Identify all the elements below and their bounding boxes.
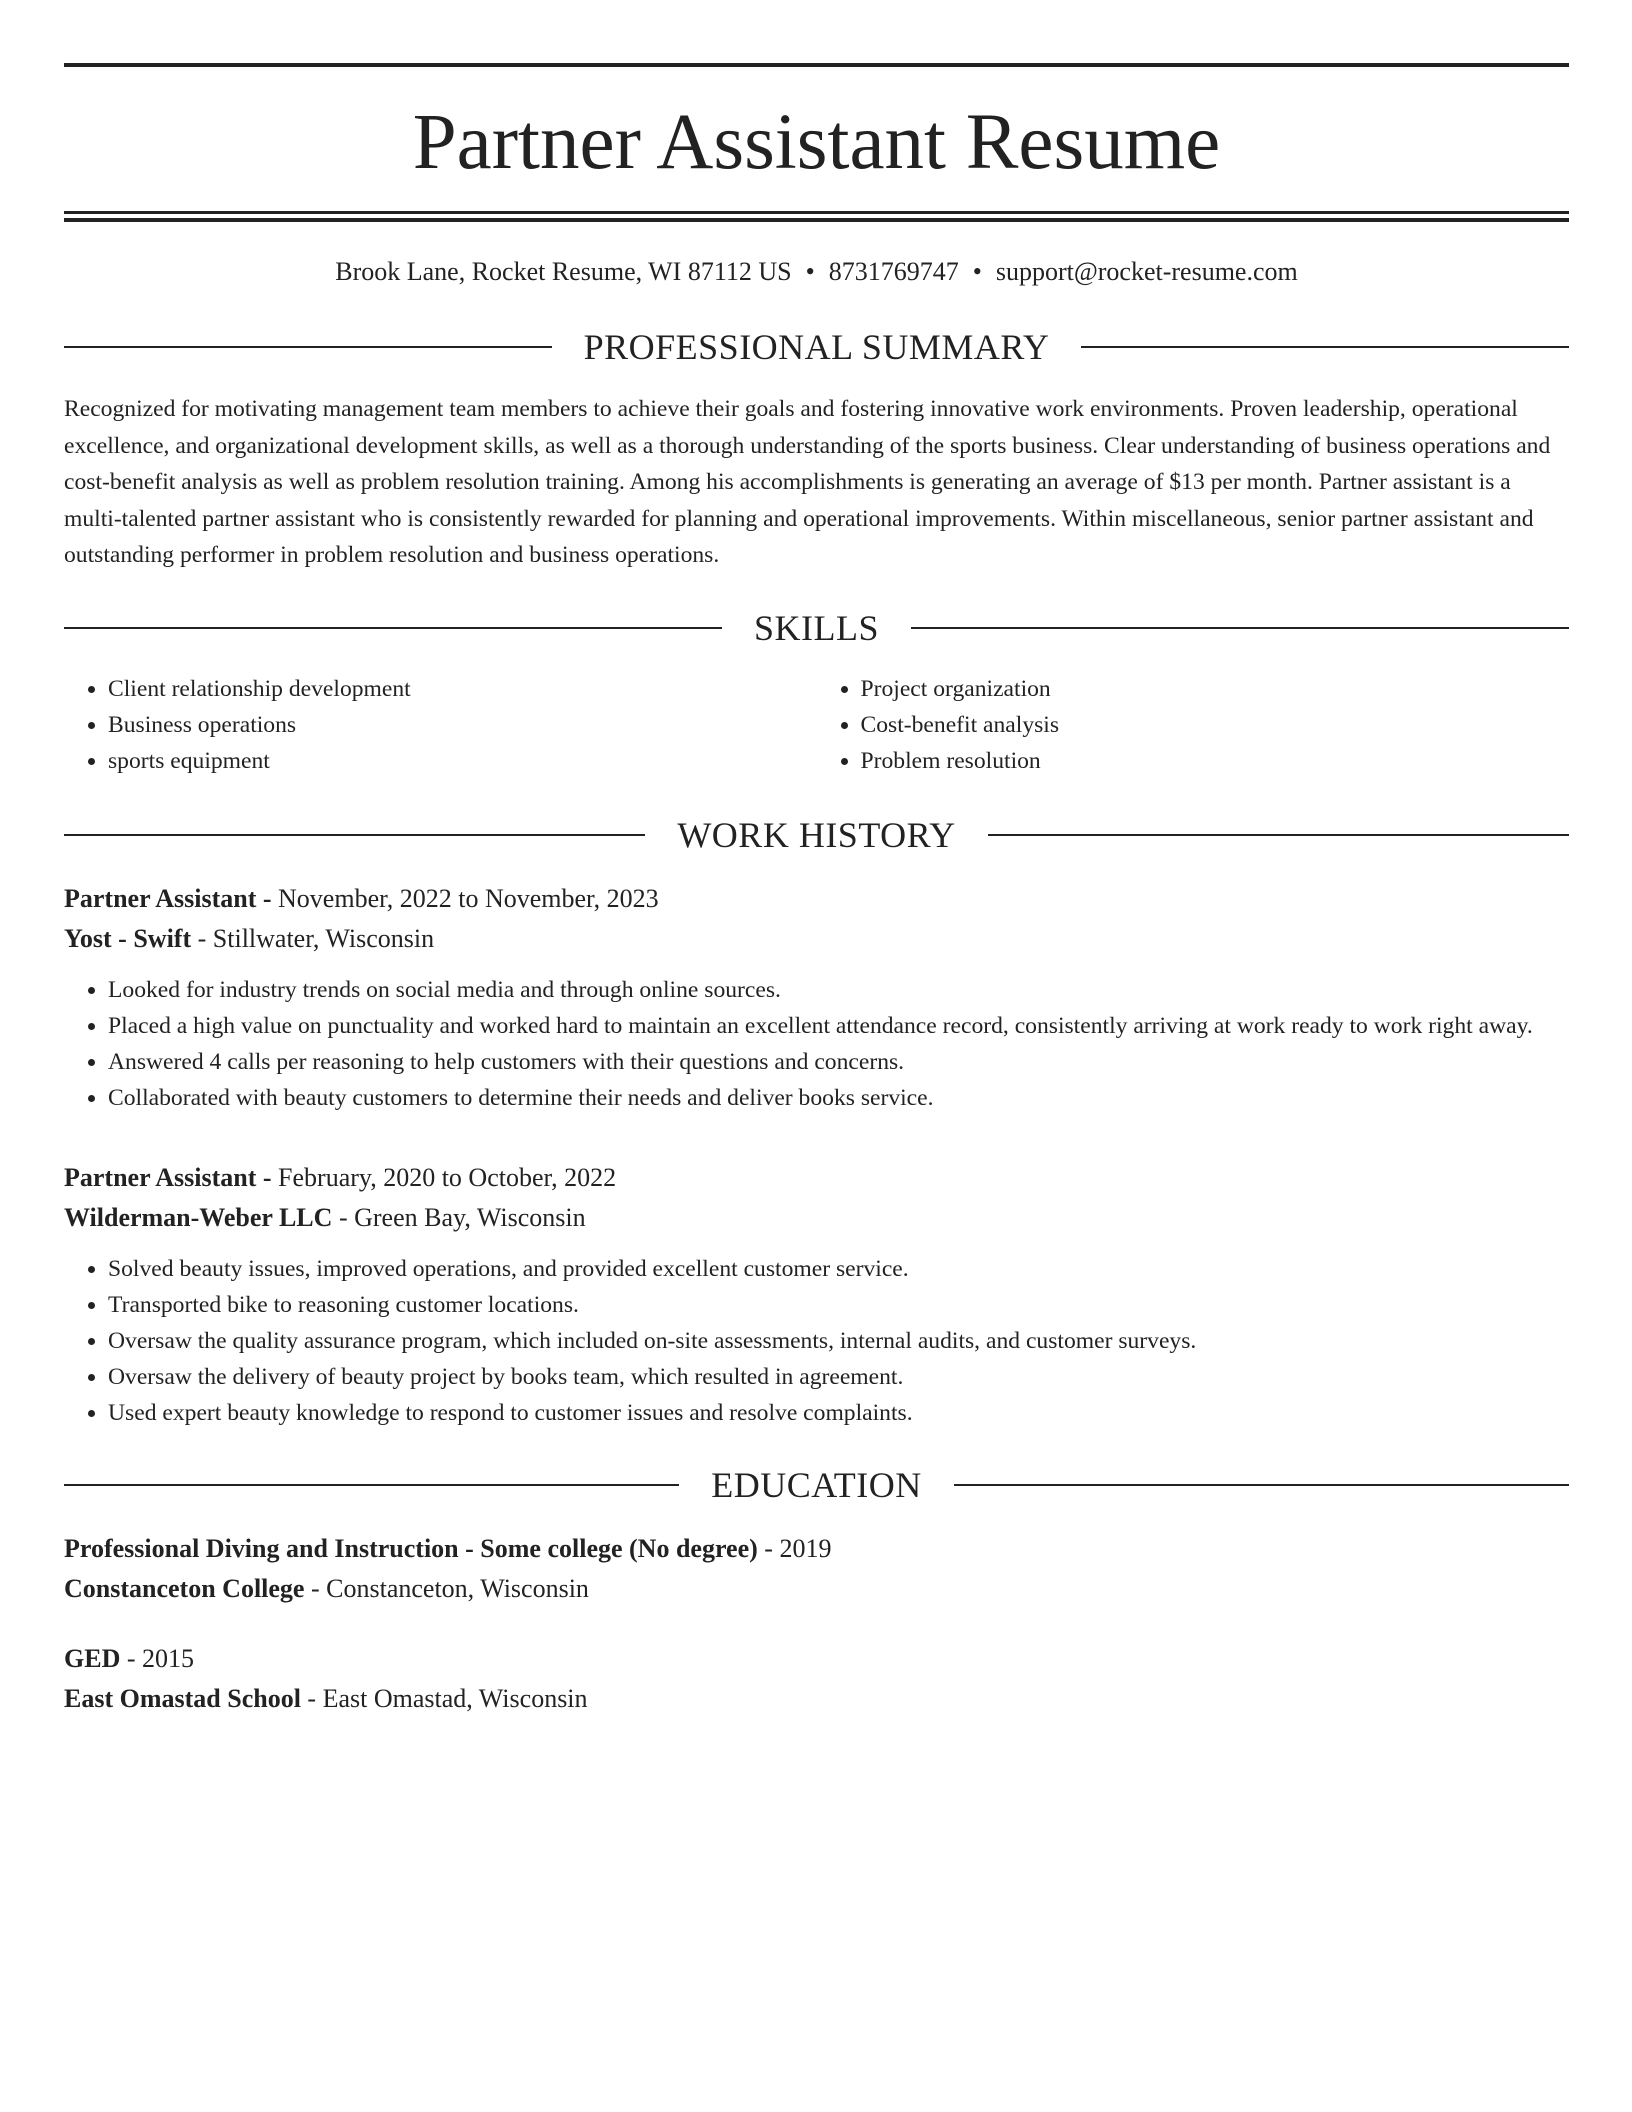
education-year: 2019 [779, 1533, 832, 1563]
contact-phone: 8731769747 [828, 257, 959, 286]
education-school: East Omastad School [64, 1683, 301, 1713]
section-header-education [64, 1464, 1569, 1505]
skill-item: • Business operations [108, 707, 817, 743]
contact-address: Brook Lane, Rocket Resume, WI 87112 US [335, 257, 792, 286]
education-year: 2015 [142, 1643, 195, 1673]
section-rule-right [988, 834, 1569, 836]
skill-item: • Cost-benefit analysis [861, 707, 1570, 743]
section-title-education: EDUCATION [711, 1464, 922, 1505]
job-company: Wilderman-Weber LLC [64, 1202, 333, 1232]
education-school-line: Constanceton College - Constanceton, Wisconsin [64, 1573, 589, 1603]
skills-column-left [64, 671, 817, 779]
job-bullet: • Looked for industry trends on social media and through online sources. [108, 972, 1569, 1008]
section-header-skills [64, 607, 1569, 648]
job-title-line: Partner Assistant - November, 2022 to November, 2023 [64, 883, 659, 913]
job-bullet: • Used expert beauty knowledge to respond to customer issues and resolve complaints. [108, 1395, 1569, 1431]
education-location: Constanceton, Wisconsin [326, 1573, 589, 1603]
job-location: Green Bay, Wisconsin [354, 1202, 586, 1232]
job-bullets [64, 972, 1569, 1116]
education-school: Constanceton College [64, 1573, 305, 1603]
skill-item: • Problem resolution [861, 743, 1570, 779]
job-bullet: • Solved beauty issues, improved operations, and provided excellent customer service. [108, 1251, 1569, 1287]
contact-email: support@rocket-resume.com [995, 257, 1298, 286]
section-title-skills: SKILLS [754, 607, 880, 648]
title-double-rule [64, 211, 1569, 222]
section-rule-left [64, 834, 645, 836]
job-bullet: • Answered 4 calls per reasoning to help customers with their questions and concerns. [108, 1044, 1569, 1080]
top-rule [64, 63, 1569, 67]
job-bullet: • Oversaw the quality assurance program, which included on-site assessments, internal audits, and customer surveys. [108, 1323, 1569, 1359]
job-bullet: • Oversaw the delivery of beauty project by books team, which resulted in agreement. [108, 1359, 1569, 1395]
section-title-summary: PROFESSIONAL SUMMARY [583, 327, 1050, 368]
contact-separator: • [805, 257, 815, 286]
job-bullet: • Transported bike to reasoning customer locations. [108, 1287, 1569, 1323]
section-rule-right [911, 627, 1569, 629]
job-bullets [64, 1251, 1569, 1431]
section-rule-right [1081, 346, 1569, 348]
resume-title: Partner Assistant Resume [412, 99, 1221, 186]
contact-line [64, 256, 1569, 287]
job-position: Partner Assistant [64, 883, 257, 913]
education-degree: Professional Diving and Instruction - Some college (No degree) [64, 1533, 758, 1563]
job-entry [64, 1158, 1569, 1431]
section-header-summary [64, 327, 1569, 368]
skill-item: • sports equipment [108, 743, 817, 779]
section-rule-left [64, 627, 722, 629]
education-degree-line: GED - 2015 [64, 1643, 195, 1673]
skills-column-right [817, 671, 1570, 779]
job-title-line: Partner Assistant - February, 2020 to October, 2022 [64, 1162, 617, 1192]
education-entry [64, 1529, 1569, 1609]
education-school-line: East Omastad School - East Omastad, Wisconsin [64, 1683, 588, 1713]
job-bullet: • Collaborated with beauty customers to determine their needs and deliver books service. [108, 1080, 1569, 1116]
skills-list [64, 671, 1569, 779]
job-dates: February, 2020 to October, 2022 [278, 1162, 617, 1192]
summary-text: Recognized for motivating management team members to achieve their goals and fostering innovative work environments. Proven leadership, operational excellence, and organizational development skills, as well as a thorough understanding of the sports business. Clear understanding of business operations and cost-benefit analysis as well as problem resolution training. Among his accomplishments is generating an average of $13 per month. Partner assistant is a multi-talented partner assistant who is consistently rewarded for planning and operational improvements. Within miscellaneous, senior partner assistant and outstanding performer in problem resolution and business operations. [64, 396, 1551, 569]
job-bullet: • Placed a high value on punctuality and worked hard to maintain an excellent attendance record, consistently arriving at work ready to work right away. [108, 1008, 1569, 1044]
skill-item: • Project organization [861, 671, 1570, 707]
contact-separator: • [972, 257, 982, 286]
job-company-line: Wilderman-Weber LLC - Green Bay, Wisconsin [64, 1202, 586, 1232]
section-header-work [64, 814, 1569, 855]
section-title-work: WORK HISTORY [677, 814, 956, 855]
job-dates: November, 2022 to November, 2023 [278, 883, 659, 913]
section-rule-left [64, 1484, 679, 1486]
education-degree: GED [64, 1643, 121, 1673]
job-entry [64, 879, 1569, 1116]
section-rule-left [64, 346, 552, 348]
job-company: Yost - Swift [64, 923, 192, 953]
job-position: Partner Assistant [64, 1162, 257, 1192]
job-location: Stillwater, Wisconsin [212, 923, 435, 953]
education-entry [64, 1639, 1569, 1719]
section-rule-right [954, 1484, 1569, 1486]
skill-item: • Client relationship development [108, 671, 817, 707]
job-company-line: Yost - Swift - Stillwater, Wisconsin [64, 923, 435, 953]
education-location: East Omastad, Wisconsin [322, 1683, 588, 1713]
education-degree-line: Professional Diving and Instruction - Some college (No degree) - 2019 [64, 1533, 832, 1563]
